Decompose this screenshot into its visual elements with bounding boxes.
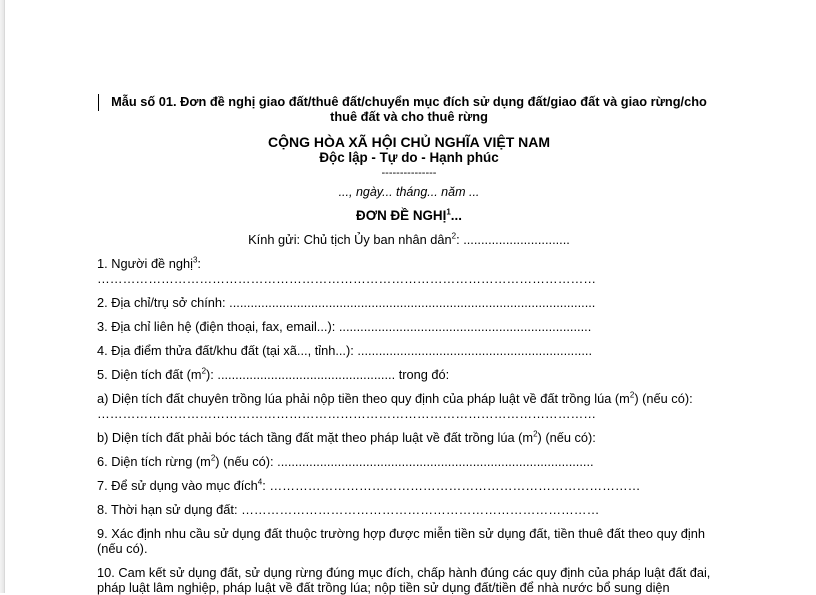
item-5a-post: ) (nếu có): xyxy=(634,391,693,406)
item-7 xyxy=(97,478,721,493)
recipient-line xyxy=(97,232,721,247)
item-10: 10. Cam kết sử dụng đất, sử dụng rừng đúng mục đích, chấp hành đúng các quy định của pháp luật đất đai, pháp luật lâm nghiệp, pháp luật về đất trồng lúa; nộp tiền sử dụng đất/tiền để nhà nước bổ sung diện xyxy=(97,565,711,595)
footnote-1: 1 xyxy=(446,207,451,217)
item-5b-pre: b) Diện tích đất phải bóc tách tầng đất mặt theo pháp luật về đất trồng lúa (m xyxy=(97,430,534,445)
item-5-post: ): .................................................. trong đó: xyxy=(206,367,450,382)
motto-separator: --------------- xyxy=(381,167,437,179)
item-5a-sup: 2 xyxy=(629,390,635,400)
item-5b-post: ) (nếu có): xyxy=(537,430,596,445)
item-8: 8. Thời hạn sử dụng đất: ………………………………………………………………………… xyxy=(97,502,600,517)
footnote-3: 3 xyxy=(192,255,198,265)
item-2: 2. Địa chỉ/trụ sở chính: ....................................................................................................... xyxy=(97,295,596,310)
item-5a xyxy=(97,391,721,406)
item-5 xyxy=(97,367,721,382)
item-5b xyxy=(97,430,721,445)
item-6-pre: 6. Diện tích rừng (m xyxy=(97,454,211,469)
national-motto: Độc lập - Tự do - Hạnh phúc xyxy=(319,150,499,165)
item-1 xyxy=(97,256,721,271)
item-9: 9. Xác định nhu cầu sử dụng đất thuộc trường hợp được miễn tiền sử dụng đất, tiền thuê đất theo quy định (nếu có). xyxy=(97,526,705,556)
item-1-colon: : xyxy=(197,256,201,271)
document-title xyxy=(97,208,721,223)
item-6 xyxy=(97,454,721,469)
document-title-suffix: ... xyxy=(450,208,462,223)
recipient-label: Kính gửi: Chủ tịch Ủy ban nhân dân xyxy=(248,232,452,247)
item-5-sup: 2 xyxy=(201,366,207,376)
form-heading: Mẫu số 01. Đơn đề nghị giao đất/thuê đất/chuyển mục đích sử dụng đất/giao đất và giao rừng/cho thuê đất và cho thuê rừng xyxy=(111,94,707,124)
document-body[interactable] xyxy=(97,94,721,595)
item-6-post: ) (nếu có): ......................................................................................... xyxy=(215,454,594,469)
item-1-label: 1. Người đề nghị xyxy=(97,256,193,271)
footnote-4: 4 xyxy=(257,478,263,487)
item-5-pre: 5. Diện tích đất (m xyxy=(97,367,202,382)
item-5a-pre: a) Diện tích đất chuyên trồng lúa phải nộp tiền theo quy định của pháp luật về đất trồng lúa (m xyxy=(97,391,630,406)
national-title: CỘNG HÒA XÃ HỘI CHỦ NGHĨA VIỆT NAM xyxy=(267,134,551,150)
item-6-sup: 2 xyxy=(210,454,216,463)
page-left-edge xyxy=(0,0,5,593)
document-title-text: ĐƠN ĐỀ NGHỊ xyxy=(356,208,447,223)
date-line: ..., ngày... tháng... năm ... xyxy=(338,185,480,199)
recipient-blank: : .............................. xyxy=(456,232,570,247)
item-7-label: 7. Để sử dụng vào mục đích xyxy=(97,478,258,493)
footnote-2: 2 xyxy=(451,231,457,241)
item-5b-sup: 2 xyxy=(533,429,538,439)
item-3: 3. Địa chỉ liên hệ (điện thoại, fax, email...): ....................................................................... xyxy=(97,319,592,334)
item-1-fill-line: ……………………………………………………………………………………………………… xyxy=(97,271,597,286)
item-7-post: : …………………………………………………………………………… xyxy=(262,478,641,493)
item-5a-fill-line: ……………………………………………………………………………………………………… xyxy=(97,406,597,421)
item-4: 4. Địa điểm thửa đất/khu đất (tại xã..., tỉnh...): .................................................................. xyxy=(97,343,593,358)
